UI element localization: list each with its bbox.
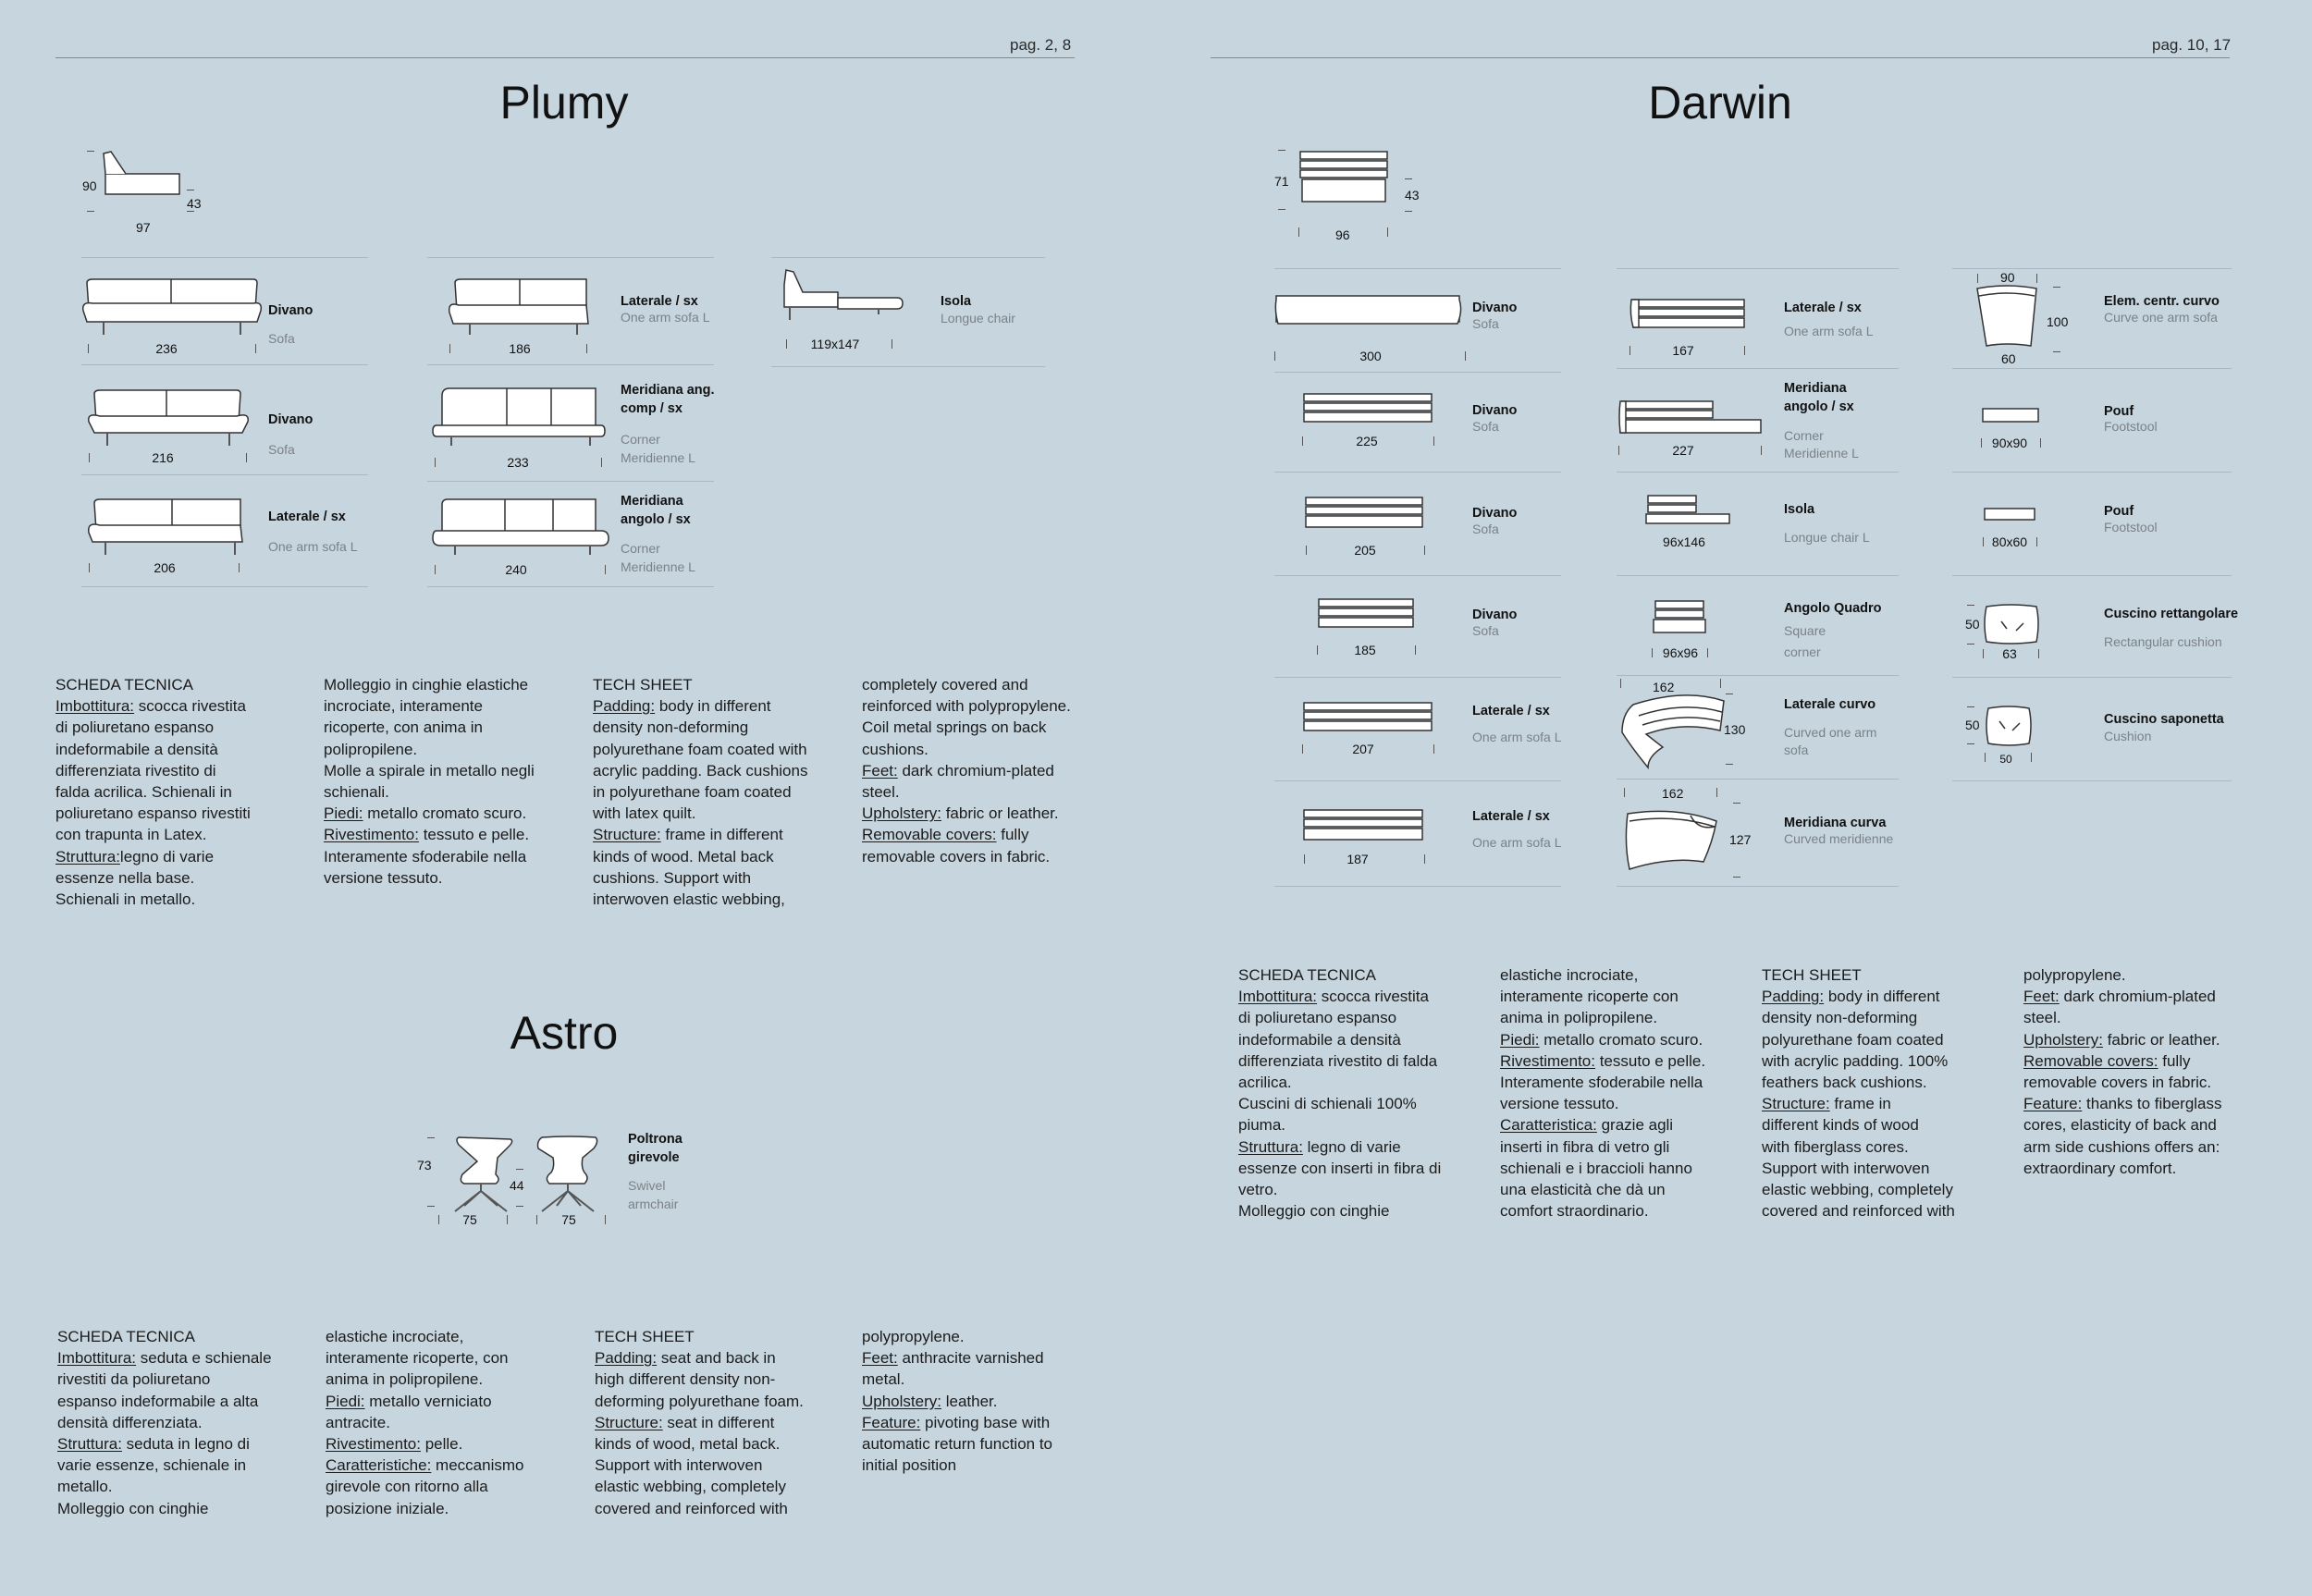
separator [1952,472,2232,473]
separator [1952,368,2232,369]
darwin-item-5-name-1: Meridiana [1784,381,1847,396]
separator [1274,472,1561,473]
field-text: tessuto e pelle. Interamente sfoderabile nella versione tessuto. [324,826,530,887]
field-text: fully removable covers in fabric. [2023,1051,2212,1092]
field-text: dark chromium-plated steel. [2023,988,2216,1027]
plumy-item-6-sub: One arm sofa L [268,539,358,554]
section-heading: TECH SHEET [1762,966,1862,984]
plumy-item-6-size: 206 [154,560,176,575]
field-label: Padding: [593,697,656,716]
field-label: Feet: [2023,988,2060,1006]
plumy-item-7-sub-2: Meridienne L [621,559,695,574]
separator [1274,372,1561,373]
darwin-angolo-quadro-drawing [1652,597,1711,640]
astro-name-1: Poltrona [628,1132,683,1147]
field-text: grazie agli inserti in fibra di vetro gli schienali e i braccioli hanno una elasticità che dà un comfort straordinario. [1500,1116,1692,1221]
separator [427,481,714,482]
darwin-item-11-sub-2: corner [1784,645,1821,659]
darwin-item-7-size: 205 [1354,543,1376,558]
astro-seat: 44 [510,1178,524,1193]
plumy-item-4-sub: Sofa [268,442,295,457]
separator [1617,675,1899,676]
field-text: metallo cromato scuro. [1543,1030,1703,1049]
darwin-item-5-sub-1: Corner [1784,428,1824,443]
field-text: leather. [945,1392,998,1410]
darwin-item-3-size-bottom: 60 [2001,351,2016,366]
plumy-profile-height: 90 [82,178,97,193]
darwin-laterale-167-drawing [1629,296,1746,333]
field-label: Removable covers: [2023,1051,2158,1070]
plumy-item-5-sub-2: Meridienne L [621,450,695,465]
separator [1617,886,1899,887]
plumy-item-7-name-1: Meridiana [621,494,683,509]
darwin-item-16-sub: One arm sofa L [1472,835,1562,850]
darwin-item-17-size-side: 127 [1729,832,1752,847]
darwin-item-15-name: Cuscino saponetta [2104,712,2224,727]
field-text: seduta e schienale rivestiti da poliuretano espanso indeformabile a alta densità differenziata. [57,1349,272,1431]
darwin-item-13-size: 207 [1352,742,1374,756]
darwin-item-12-size-side: 50 [1965,617,1980,632]
section-heading: SCHEDA TECNICA [55,676,193,694]
field-text: thanks to fiberglass cores, elasticity of back and arm side cushions offers an: extraordinary comfort. [2023,1095,2222,1177]
darwin-item-13-sub: One arm sofa L [1472,730,1562,744]
field-text: anthracite varnished metal. [862,1349,1044,1389]
darwin-item-6-name: Pouf [2104,404,2134,419]
astro-sub-1: Swivel [628,1178,666,1193]
darwin-meridiana-angolo-drawing [1617,398,1765,438]
header-rule-left [55,57,1075,58]
plumy-item-1-name: Divano [268,303,314,318]
plumy-col-4 [862,674,1121,867]
astro-chair-front-drawing [535,1136,618,1224]
astro-col-2 [326,1326,584,1519]
field-label: Caratteristica: [1500,1116,1597,1135]
darwin-item-6-sub: Footstool [2104,419,2158,434]
separator [1617,472,1899,473]
field-label: Padding: [1762,988,1825,1006]
astro-col-3 [595,1326,854,1519]
field-label: Feature: [2023,1095,2083,1113]
field-label: Structure: [1762,1095,1830,1113]
darwin-profile-seat: 43 [1405,188,1420,203]
darwin-item-2-name: Laterale / sx [1784,301,1862,315]
section-heading: TECH SHEET [593,676,693,694]
plumy-item-7-sub-1: Corner [621,541,660,556]
darwin-item-4-sub: Sofa [1472,419,1499,434]
plumy-sofa-236-drawing [81,276,263,338]
plumy-laterale-206-drawing [87,496,250,559]
field-label: Piedi: [324,804,363,823]
plumy-profile-depth: 97 [136,220,151,235]
separator [1274,268,1561,269]
darwin-item-11-sub-1: Square [1784,623,1826,638]
plumy-meridiana-angolo-drawing [433,496,609,559]
darwin-item-3-size-side: 100 [2047,314,2069,329]
field-label: Upholstery: [2023,1030,2103,1049]
field-label: Feature: [862,1413,921,1431]
separator [81,586,368,587]
separator [1952,268,2232,269]
header-rule-right [1211,57,2230,58]
darwin-item-14-sub-1: Curved one arm [1784,725,1877,740]
separator [1617,368,1899,369]
darwin-item-8-name: Isola [1784,502,1815,517]
darwin-col-1 [1238,964,1499,1222]
plumy-profile-seat: 43 [187,196,202,211]
field-text: meccanismo girevole con ritorno alla posizione iniziale. [326,1456,524,1517]
separator [1274,780,1561,781]
plumy-meridiana-ang-drawing [433,387,605,449]
darwin-item-15-sub: Cushion [2104,729,2152,743]
darwin-item-1-name: Divano [1472,301,1518,315]
field-label: Struttura: [1238,1137,1303,1156]
field-text: legno di varie essenze nella base. Schienali in metallo. [55,847,215,909]
darwin-item-16-size: 187 [1347,852,1369,866]
astro-title: Astro [510,1007,619,1059]
field-text: metallo verniciato antracite. [326,1392,492,1431]
field-text: scocca rivestita di poliuretano espanso indeformabile a densità differenziata rivestito di falda acrilica. Cuscini di schienali 100% piuma. [1238,988,1438,1135]
field-text: seat in different kinds of wood, metal back. Support with interwoven elastic webbing, completely covered and reinforced with [595,1413,788,1517]
field-text: metallo cromato scuro. [367,804,527,823]
astro-name-2: girevole [628,1150,680,1165]
plumy-profile-drawing [102,148,185,203]
field-text: fabric or leather. [2107,1030,2220,1049]
darwin-item-7-sub: Sofa [1472,522,1499,536]
separator [771,366,1045,367]
darwin-item-14-size-side: 130 [1724,722,1746,737]
field-text: polypropylene. [2023,966,2126,984]
darwin-col-3 [1762,964,2023,1222]
field-label: Padding: [595,1349,658,1368]
darwin-item-15-size-side: 50 [1965,718,1980,732]
field-label: Structure: [593,826,661,844]
field-label: Structure: [595,1413,663,1431]
separator [81,257,368,258]
darwin-col-4 [2023,964,2292,1179]
darwin-item-11-name: Angolo Quadro [1784,601,1882,616]
field-label: Imbottitura: [55,697,135,716]
plumy-item-6-name: Laterale / sx [268,509,346,524]
darwin-item-1-sub: Sofa [1472,316,1499,331]
darwin-col-2 [1500,964,1761,1222]
astro-col-4 [862,1326,1121,1476]
field-label: Piedi: [1500,1030,1540,1049]
field-label: Imbottitura: [1238,988,1318,1006]
plumy-col-1 [55,674,314,910]
separator [1617,779,1899,780]
field-text: completely covered and reinforced with polypropylene. Coil metal springs on back cushions. [862,676,1071,758]
plumy-isola-drawing [782,268,904,333]
darwin-item-12-sub: Rectangular cushion [2104,634,2222,649]
page-number-right: pag. 10, 17 [2152,36,2232,54]
separator [81,364,368,365]
darwin-isola-drawing [1644,492,1733,529]
darwin-item-3-sub: Curve one arm sofa [2104,310,2218,325]
field-text: seat and back in high different density non- deforming polyurethane foam. [595,1349,804,1410]
separator [81,474,368,475]
plumy-col-3 [593,674,852,910]
darwin-item-7-name: Divano [1472,506,1518,521]
darwin-item-15-size: 50 [1999,753,2012,766]
darwin-item-2-sub: One arm sofa L [1784,324,1874,338]
darwin-item-17-sub: Curved meridienne [1784,831,1894,846]
darwin-profile-height: 71 [1274,174,1289,189]
field-label: Caratteristiche: [326,1456,432,1475]
darwin-item-4-size: 225 [1356,434,1378,448]
darwin-item-8-sub: Longue chair L [1784,530,1870,545]
field-label: Feet: [862,1349,898,1368]
plumy-item-5-name-2: comp / sx [621,401,683,416]
section-heading: TECH SHEET [595,1328,695,1345]
darwin-sofa-225-drawing [1302,390,1435,427]
darwin-pouf-80-drawing [1983,505,2038,525]
separator [1952,780,2232,781]
darwin-profile-depth: 96 [1335,227,1350,242]
plumy-item-3-sub: Longue chair [941,311,1015,325]
darwin-item-16-name: Laterale / sx [1472,809,1550,824]
section-heading: SCHEDA TECNICA [1238,966,1376,984]
astro-width-1: 75 [462,1212,477,1227]
darwin-item-13-name: Laterale / sx [1472,704,1550,718]
separator [1274,575,1561,576]
plumy-item-2-sub: One arm sofa L [621,310,710,325]
field-text: fully removable covers in fabric. [862,826,1051,866]
plumy-item-4-name: Divano [268,412,314,427]
separator [1617,268,1899,269]
plumy-col-2 [324,674,583,889]
field-label: Struttura: [55,847,120,866]
darwin-item-17-size-top: 162 [1662,786,1684,801]
plumy-item-3-name: Isola [941,294,972,309]
darwin-item-9-name: Pouf [2104,504,2134,519]
field-label: Upholstery: [862,804,941,823]
plumy-item-1-sub: Sofa [268,331,295,346]
darwin-item-6-size: 90x90 [1991,436,2028,450]
astro-sub-2: armchair [628,1197,679,1211]
plumy-laterale-186-drawing [448,277,592,338]
plumy-item-5-size: 233 [507,455,529,470]
field-label: Upholstery: [862,1392,941,1410]
darwin-elem-centr-curvo-drawing [1975,285,2040,351]
astro-height: 73 [417,1158,432,1172]
darwin-item-17-name: Meridiana curva [1784,816,1887,830]
separator [1274,677,1561,678]
astro-col-1 [57,1326,316,1519]
field-label: Feet: [862,761,898,780]
darwin-item-14-size-top: 162 [1653,680,1675,694]
darwin-laterale-187-drawing [1302,806,1426,847]
darwin-item-12-name: Cuscino rettangolare [2104,607,2239,621]
darwin-laterale-207-drawing [1302,699,1435,736]
darwin-item-8-size: 96x146 [1663,534,1705,549]
field-label: Imbottitura: [57,1349,137,1368]
field-text: pivoting base with automatic return function to initial position [862,1413,1053,1475]
field-text: pelle. [424,1435,463,1454]
darwin-item-11-size: 96x96 [1662,645,1699,660]
plumy-item-1-size: 236 [155,341,178,356]
darwin-sofa-300-drawing [1274,292,1463,335]
field-text: Molleggio in cinghie elastiche incrociate, interamente ricoperte, con anima in polipropilene. Molle a spirale in metallo negli schienali. [324,676,535,802]
field-text: fabric or leather. [945,804,1059,823]
field-label: Rivestimento: [1500,1051,1595,1070]
field-text: body in different density non-deforming polyurethane foam coated with acrylic padding. Back cushions in polyurethane foam coated with latex quilt. [593,697,808,823]
field-text: tessuto e pelle. Interamente sfoderabile nella versione tessuto. [1500,1051,1706,1113]
darwin-cuscino-saponetta-drawing [1985,705,2033,749]
field-text: frame in different kinds of wood. Metal back cushions. Support with interwoven elastic webbing, [593,826,785,909]
section-heading: SCHEDA TECNICA [57,1328,195,1345]
darwin-item-14-name: Laterale curvo [1784,697,1876,712]
separator [1952,575,2232,576]
darwin-item-10-sub: Sofa [1472,623,1499,638]
separator [427,586,714,587]
field-text: elastiche incrociate, interamente ricoperte con anima in polipropilene. [1500,966,1679,1027]
plumy-item-3-size: 119x147 [810,337,860,351]
field-text: body in different density non-deforming polyurethane foam coated with acrylic padding. 100% feathers back cushions. [1762,988,1949,1092]
darwin-item-9-size: 80x60 [1991,534,2028,549]
separator [1617,575,1899,576]
field-label: Struttura: [57,1435,122,1454]
darwin-title: Darwin [1648,77,1792,129]
separator [1274,886,1561,887]
plumy-item-7-name-2: angolo / sx [621,512,691,527]
darwin-meridiana-curva-drawing [1624,804,1726,878]
field-label: Rivestimento: [324,826,419,844]
field-text: legno di varie essenze con inserti in fibra di vetro. Molleggio con cinghie [1238,1137,1442,1221]
darwin-item-12-size: 63 [2002,646,2017,661]
plumy-item-5-sub-1: Corner [621,432,660,447]
darwin-item-5-size: 227 [1672,443,1694,458]
darwin-item-5-name-2: angolo / sx [1784,399,1854,414]
field-label: Rivestimento: [326,1435,421,1454]
darwin-pouf-90-drawing [1981,405,2042,427]
darwin-item-2-size: 167 [1672,343,1694,358]
darwin-item-10-name: Divano [1472,608,1518,622]
field-text: seduta in legno di varie essenze, schienale in metallo. Molleggio con cinghie [57,1435,250,1517]
field-text: polypropylene. [862,1328,965,1345]
field-text: elastiche incrociate, interamente ricoperte, con anima in polipropilene. [326,1328,509,1389]
field-text: dark chromium-plated steel. [862,761,1054,802]
plumy-title: Plumy [499,77,629,129]
darwin-item-1-size: 300 [1359,349,1382,363]
plumy-item-7-size: 240 [505,562,527,577]
plumy-item-2-name: Laterale / sx [621,294,698,309]
darwin-profile-drawing [1298,148,1391,205]
field-text: frame in different kinds of wood with fiberglass cores. Support with interwoven elastic webbing, completely covered and reinforced with [1762,1095,1955,1221]
darwin-sofa-185-drawing [1317,595,1417,634]
field-label: Piedi: [326,1392,365,1410]
darwin-item-9-sub: Footstool [2104,520,2158,534]
darwin-item-10-size: 185 [1354,643,1376,657]
plumy-sofa-216-drawing [87,388,250,449]
plumy-item-2-size: 186 [509,341,531,356]
darwin-item-3-size-top: 90 [2000,270,2015,285]
separator [1952,677,2232,678]
field-text: scocca rivestita di poliuretano espanso indeformabile a densità differenziata rivestito di falda acrilica. Schienali in poliuretano espanso rivestiti con trapunta in Latex. [55,697,251,844]
darwin-cuscino-rettangolare-drawing [1983,603,2040,647]
darwin-item-4-name: Divano [1472,403,1518,418]
plumy-item-5-name-1: Meridiana ang. [621,383,715,398]
page-number-left: pag. 2, 8 [1010,36,1072,54]
darwin-item-14-sub-2: sofa [1784,743,1809,757]
plumy-item-4-size: 216 [152,450,174,465]
astro-width-2: 75 [561,1212,576,1227]
field-label: Removable covers: [862,826,997,844]
darwin-item-3-name: Elem. centr. curvo [2104,294,2220,309]
darwin-laterale-curvo-drawing [1620,692,1729,771]
separator [771,257,1045,258]
darwin-sofa-205-drawing [1304,494,1426,534]
separator [427,364,714,365]
darwin-item-5-sub-2: Meridienne L [1784,446,1859,460]
separator [427,257,714,258]
